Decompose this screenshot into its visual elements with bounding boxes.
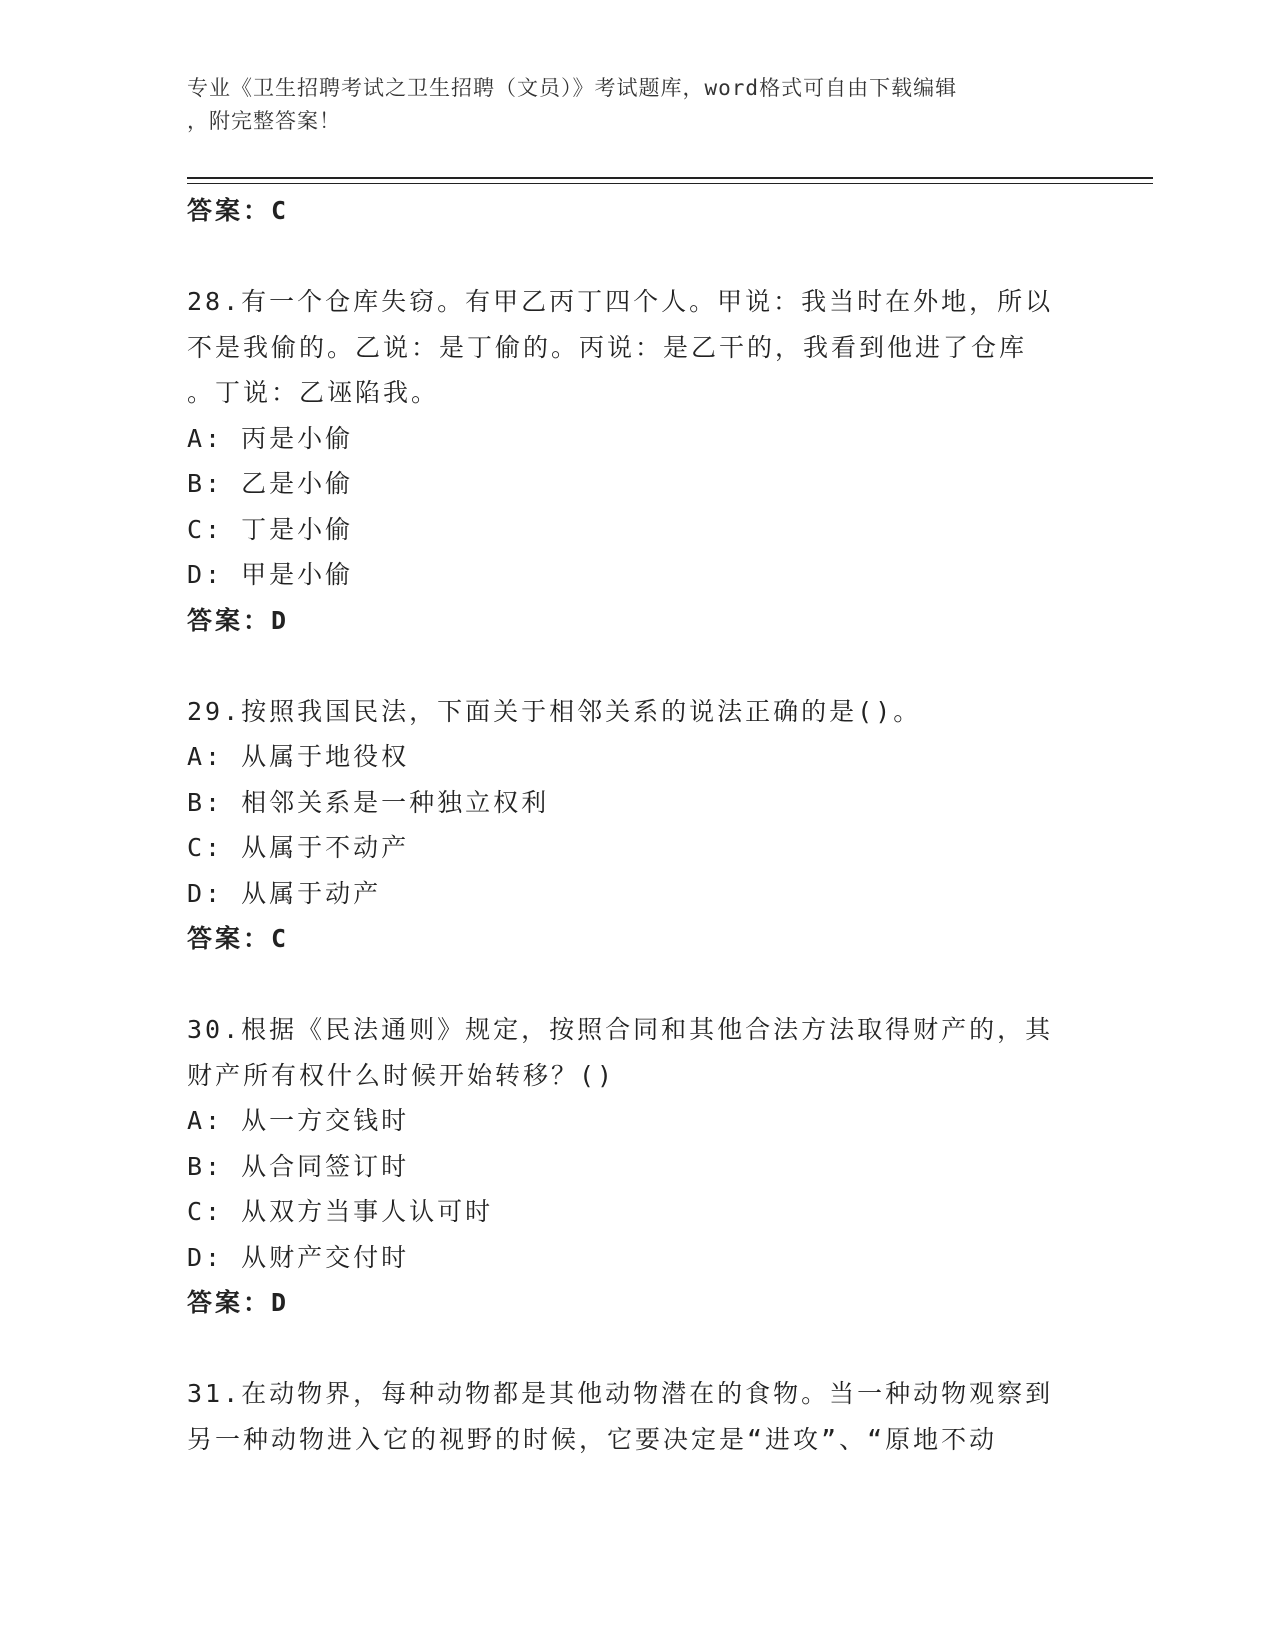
question-29: [187, 689, 1087, 962]
question-text-line: 31.在动物界，每种动物都是其他动物潜在的食物。当一种动物观察到: [187, 1379, 1054, 1408]
spacer: [187, 643, 1087, 689]
option-d: D: 从属于动产: [187, 878, 382, 908]
question-28: [187, 279, 1087, 643]
option-b: B: 乙是小偷: [187, 469, 354, 498]
answer-line: 答案：C: [187, 924, 290, 953]
spacer: [187, 234, 1087, 280]
header-line-1: 专业《卫生招聘考试之卫生招聘（文员）》考试题库，word格式可自由下载编辑: [187, 76, 958, 100]
header-divider-thick: [187, 177, 1153, 179]
question-list: [187, 188, 1087, 1462]
option-c: C: 从属于不动产: [187, 833, 410, 862]
question-30: [187, 1007, 1087, 1326]
question-text-line: 另一种动物进入它的视野的时候，它要决定是“进攻”、“原地不动: [187, 1424, 998, 1454]
option-a: A: 从属于地役权: [187, 742, 410, 771]
question-text-line: 财产所有权什么时候开始转移？(): [187, 1060, 616, 1090]
option-a: A: 丙是小偷: [187, 423, 354, 453]
question-text-line: 29.按照我国民法，下面关于相邻关系的说法正确的是()。: [187, 696, 922, 726]
page-header: [187, 72, 1067, 138]
question-text-line: 不是我偷的。乙说：是丁偷的。丙说：是乙干的，我看到他进了仓库: [187, 332, 1028, 362]
question-text-line: 。丁说：乙诬陷我。: [187, 378, 440, 407]
question-text-line: 28.有一个仓库失窃。有甲乙丙丁四个人。甲说：我当时在外地，所以: [187, 287, 1054, 316]
header-line-2: ，附完整答案！: [187, 109, 341, 133]
question-text-line: 30.根据《民法通则》规定，按照合同和其他合法方法取得财产的，其: [187, 1015, 1054, 1044]
option-b: B: 相邻关系是一种独立权利: [187, 787, 550, 817]
option-d: D: 甲是小偷: [187, 560, 354, 589]
option-a: A: 从一方交钱时: [187, 1106, 410, 1135]
header-divider-thin: [187, 183, 1153, 184]
spacer: [187, 1326, 1087, 1372]
option-b: B: 从合同签订时: [187, 1151, 410, 1181]
answer-line: 答案：D: [187, 1288, 290, 1317]
answer-line: 答案：D: [187, 605, 290, 635]
question-31: [187, 1371, 1087, 1462]
option-c: C: 丁是小偷: [187, 514, 354, 544]
option-c: C: 从双方当事人认可时: [187, 1197, 494, 1226]
spacer: [187, 962, 1087, 1008]
option-d: D: 从财产交付时: [187, 1242, 410, 1272]
answer-line: 答案：C: [187, 196, 290, 225]
